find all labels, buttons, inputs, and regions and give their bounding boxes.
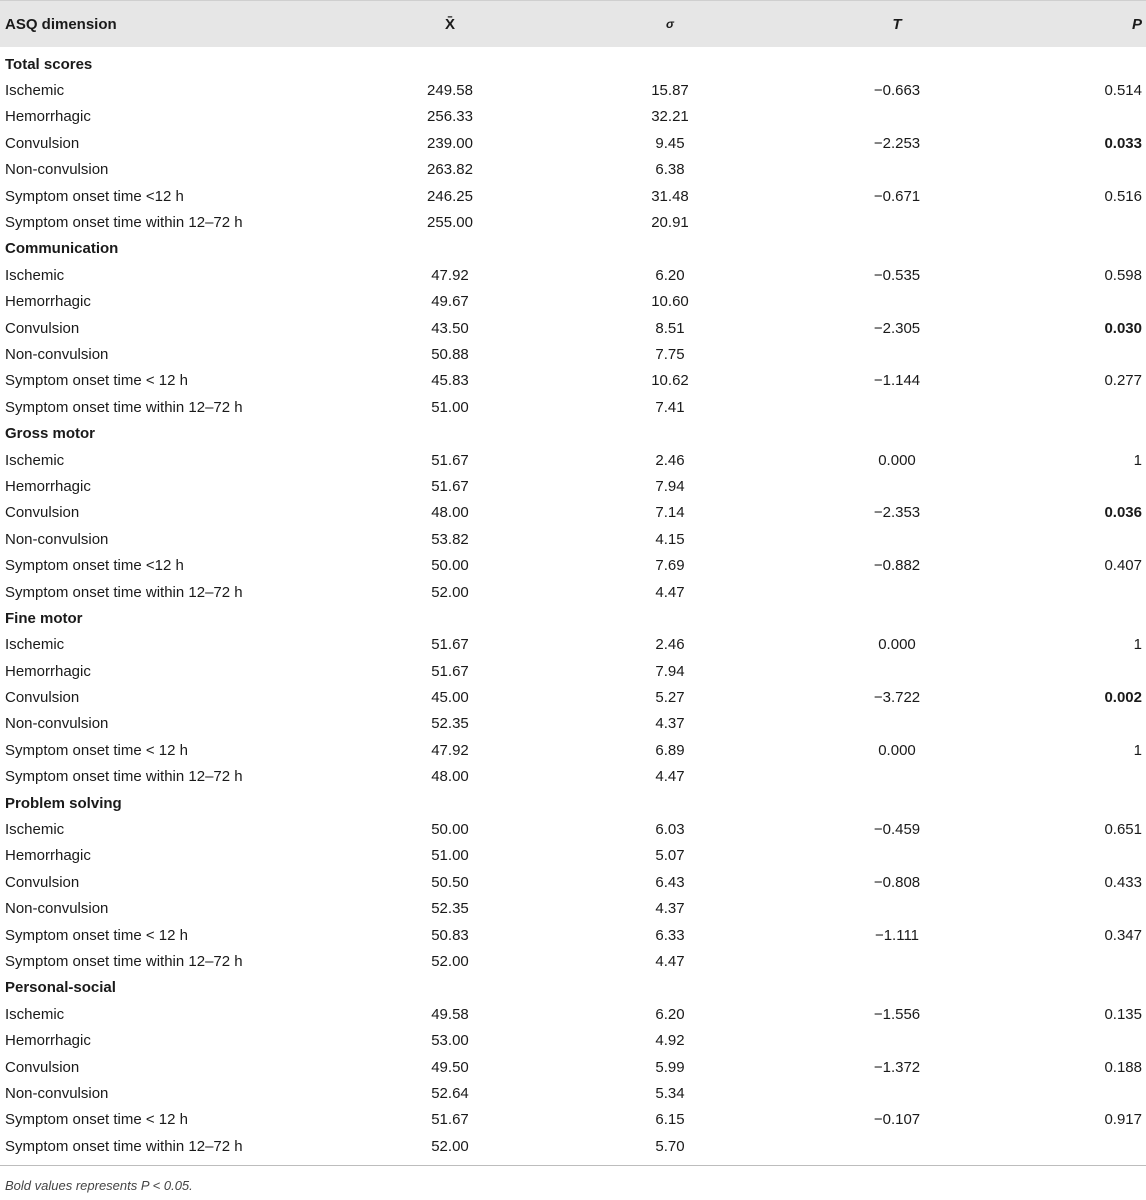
row-label: Hemorrhagic: [5, 477, 91, 495]
cell-t: −1.144: [873, 372, 921, 390]
cell-sd: 5.07: [655, 847, 685, 865]
cell-t: [787, 104, 1007, 130]
cell-sd: 31.48: [651, 187, 689, 205]
table-row: [0, 1080, 1146, 1106]
row-label: Symptom onset time <12 h: [5, 187, 184, 205]
table-row: [0, 764, 1146, 790]
table-row: [0, 922, 1146, 948]
cell-t: −0.535: [873, 266, 921, 284]
table-row: [0, 1054, 1146, 1080]
cell-mean: 51.67: [431, 1111, 469, 1129]
cell-sd: 6.43: [655, 873, 685, 891]
table-row: [0, 816, 1146, 842]
cell-t: [787, 157, 1007, 183]
row-label: Ischemic: [5, 82, 65, 100]
table-row: [0, 500, 1146, 526]
cell-t: −0.663: [873, 82, 921, 100]
cell-t: [787, 289, 1007, 315]
table-row: [0, 315, 1146, 341]
cell-t: 0.000: [878, 636, 916, 654]
cell-t: [787, 579, 1007, 605]
cell-sd: 2.46: [655, 451, 685, 469]
cell-sd: 10.60: [651, 293, 689, 311]
cell-mean: 255.00: [427, 214, 473, 232]
cell-p: 1: [1133, 636, 1142, 654]
cell-t: [787, 1133, 1007, 1159]
cell-mean: 48.00: [431, 504, 469, 522]
cell-mean: 53.82: [431, 530, 469, 548]
cell-sd: 7.75: [655, 345, 685, 363]
cell-t: −0.107: [873, 1111, 921, 1129]
cell-sd: 2.46: [655, 636, 685, 654]
cell-mean: 52.35: [431, 715, 469, 733]
cell-sd: 4.37: [655, 715, 685, 733]
table-row: [0, 579, 1146, 605]
cell-p: 0.135: [1104, 1005, 1142, 1023]
table-row: [0, 447, 1146, 473]
cell-t: [787, 526, 1007, 552]
cell-p: 1: [1133, 451, 1142, 469]
header-t: T: [892, 15, 902, 33]
cell-t: [787, 394, 1007, 420]
cell-mean: 256.33: [427, 108, 473, 126]
table-footnote: Bold values represents P < 0.05.: [5, 1178, 193, 1194]
row-label: Convulsion: [5, 873, 80, 891]
cell-t: [787, 1080, 1007, 1106]
table-row: [0, 262, 1146, 288]
table-row: [0, 896, 1146, 922]
cell-sd: 9.45: [655, 134, 685, 152]
cell-mean: 45.00: [431, 689, 469, 707]
cell-mean: 51.00: [431, 847, 469, 865]
cell-t: −0.671: [873, 187, 921, 205]
cell-t: −1.111: [874, 926, 920, 944]
table-row: [0, 183, 1146, 209]
cell-mean: 52.00: [431, 583, 469, 601]
group-heading-row: [0, 790, 1146, 816]
cell-sd: 15.87: [651, 82, 689, 100]
cell-t: [787, 843, 1007, 869]
group-heading: Communication: [5, 240, 119, 258]
cell-mean: 49.67: [431, 293, 469, 311]
cell-p: 0.651: [1104, 821, 1142, 839]
row-label: Symptom onset time <12 h: [5, 557, 184, 575]
cell-t: [787, 209, 1007, 235]
cell-sd: 5.99: [655, 1058, 685, 1076]
cell-mean: 50.00: [431, 821, 469, 839]
cell-sd: 4.47: [655, 952, 685, 970]
table-row: [0, 711, 1146, 737]
row-label: Symptom onset time within 12–72 h: [5, 214, 243, 232]
cell-p: 0.030: [1104, 319, 1142, 337]
table-row: [0, 1001, 1146, 1027]
cell-mean: 50.88: [431, 345, 469, 363]
cell-mean: 47.92: [431, 266, 469, 284]
cell-mean: 50.83: [431, 926, 469, 944]
row-label: Convulsion: [5, 319, 80, 337]
cell-mean: 53.00: [431, 1032, 469, 1050]
cell-sd: 6.33: [655, 926, 685, 944]
cell-t: −1.556: [873, 1005, 921, 1023]
table-row: [0, 394, 1146, 420]
cell-t: [787, 948, 1007, 974]
table-row: [0, 341, 1146, 367]
row-label: Ischemic: [5, 1005, 65, 1023]
group-heading-row: [0, 975, 1146, 1001]
cell-mean: 239.00: [427, 134, 473, 152]
table-row: [0, 104, 1146, 130]
row-label: Symptom onset time within 12–72 h: [5, 583, 243, 601]
group-heading: Total scores: [5, 55, 93, 73]
cell-mean: 49.50: [431, 1058, 469, 1076]
cell-sd: 5.34: [655, 1084, 685, 1102]
group-heading-row: [0, 420, 1146, 446]
cell-p: 0.598: [1104, 266, 1142, 284]
cell-sd: 4.47: [655, 768, 685, 786]
cell-sd: 7.69: [655, 557, 685, 575]
cell-p: 0.347: [1104, 926, 1142, 944]
cell-sd: 10.62: [651, 372, 689, 390]
table-row: [0, 632, 1146, 658]
cell-p: 0.407: [1104, 557, 1142, 575]
cell-t: −2.305: [873, 319, 921, 337]
table-row: [0, 658, 1146, 684]
cell-mean: 51.67: [431, 451, 469, 469]
cell-mean: 50.00: [431, 557, 469, 575]
group-heading: Problem solving: [5, 794, 122, 812]
row-label: Symptom onset time < 12 h: [5, 372, 189, 390]
table-row: [0, 77, 1146, 103]
table-row: [0, 157, 1146, 183]
cell-sd: 5.70: [655, 1137, 685, 1155]
cell-mean: 49.58: [431, 1005, 469, 1023]
cell-mean: 45.83: [431, 372, 469, 390]
header-sd: σ: [666, 17, 674, 31]
table-row: [0, 526, 1146, 552]
group-heading: Fine motor: [5, 609, 83, 627]
group-heading: Personal-social: [5, 979, 116, 997]
group-heading: Gross motor: [5, 425, 96, 443]
cell-sd: 7.94: [655, 477, 685, 495]
table-row: [0, 209, 1146, 235]
cell-sd: 6.03: [655, 821, 685, 839]
row-label: Convulsion: [5, 504, 80, 522]
row-label: Convulsion: [5, 689, 80, 707]
table-header-row: [0, 0, 1146, 47]
cell-p: 0.036: [1104, 504, 1142, 522]
table-row: [0, 1107, 1146, 1133]
cell-sd: 8.51: [655, 319, 685, 337]
cell-t: [787, 658, 1007, 684]
cell-sd: 4.47: [655, 583, 685, 601]
cell-t: −0.459: [873, 821, 921, 839]
cell-t: −3.722: [873, 689, 921, 707]
cell-t: −1.372: [873, 1058, 921, 1076]
cell-t: [787, 1027, 1007, 1053]
cell-sd: 6.20: [655, 266, 685, 284]
row-label: Symptom onset time < 12 h: [5, 926, 189, 944]
row-label: Convulsion: [5, 134, 80, 152]
cell-sd: 4.37: [655, 900, 685, 918]
table-row: [0, 869, 1146, 895]
table-row: [0, 948, 1146, 974]
cell-t: [787, 764, 1007, 790]
header-p: P: [1131, 15, 1142, 33]
row-label: Hemorrhagic: [5, 108, 91, 126]
cell-mean: 50.50: [431, 873, 469, 891]
table-row: [0, 289, 1146, 315]
cell-t: [787, 896, 1007, 922]
cell-mean: 43.50: [431, 319, 469, 337]
row-label: Non-convulsion: [5, 530, 109, 548]
row-label: Non-convulsion: [5, 345, 109, 363]
row-label: Hemorrhagic: [5, 847, 91, 865]
table-row: [0, 1027, 1146, 1053]
cell-p: 0.002: [1104, 689, 1142, 707]
row-label: Hemorrhagic: [5, 1032, 91, 1050]
cell-sd: 7.94: [655, 662, 685, 680]
cell-t: 0.000: [878, 741, 916, 759]
cell-mean: 246.25: [427, 187, 473, 205]
cell-t: [787, 473, 1007, 499]
row-label: Non-convulsion: [5, 715, 109, 733]
row-label: Ischemic: [5, 266, 65, 284]
cell-p: 1: [1133, 741, 1142, 759]
row-label: Symptom onset time < 12 h: [5, 741, 189, 759]
cell-mean: 51.00: [431, 398, 469, 416]
cell-p: 0.516: [1104, 187, 1142, 205]
cell-p: 0.277: [1104, 372, 1142, 390]
cell-t: [787, 711, 1007, 737]
cell-mean: 51.67: [431, 662, 469, 680]
row-label: Symptom onset time within 12–72 h: [5, 398, 243, 416]
cell-p: 0.433: [1104, 873, 1142, 891]
cell-t: −2.353: [873, 504, 921, 522]
cell-p: 0.917: [1104, 1111, 1142, 1129]
cell-sd: 32.21: [651, 108, 689, 126]
row-label: Non-convulsion: [5, 900, 109, 918]
table-row: [0, 1133, 1146, 1159]
cell-sd: 4.92: [655, 1032, 685, 1050]
cell-sd: 6.89: [655, 741, 685, 759]
table-body: [0, 47, 1146, 1166]
cell-sd: 6.20: [655, 1005, 685, 1023]
cell-p: 0.033: [1104, 134, 1142, 152]
cell-sd: 7.41: [655, 398, 685, 416]
cell-mean: 52.00: [431, 952, 469, 970]
table-row: [0, 843, 1146, 869]
row-label: Symptom onset time within 12–72 h: [5, 1137, 243, 1155]
row-label: Ischemic: [5, 821, 65, 839]
cell-mean: 47.92: [431, 741, 469, 759]
row-label: Symptom onset time < 12 h: [5, 1111, 189, 1129]
header-mean: X̄: [444, 15, 455, 33]
cell-sd: 6.38: [655, 161, 685, 179]
row-label: Hemorrhagic: [5, 293, 91, 311]
cell-sd: 4.15: [655, 530, 685, 548]
row-label: Symptom onset time within 12–72 h: [5, 952, 243, 970]
cell-mean: 51.67: [431, 636, 469, 654]
cell-mean: 249.58: [427, 82, 473, 100]
row-label: Ischemic: [5, 636, 65, 654]
cell-t: −0.808: [873, 873, 921, 891]
row-label: Convulsion: [5, 1058, 80, 1076]
group-heading-row: [0, 236, 1146, 262]
table-row: [0, 552, 1146, 578]
table-row: [0, 368, 1146, 394]
cell-t: 0.000: [878, 451, 916, 469]
row-label: Ischemic: [5, 451, 65, 469]
cell-t: [787, 341, 1007, 367]
table-row: [0, 473, 1146, 499]
header-dimension: ASQ dimension: [5, 15, 117, 33]
cell-t: −2.253: [873, 134, 921, 152]
group-heading-row: [0, 51, 1146, 77]
cell-mean: 52.64: [431, 1084, 469, 1102]
row-label: Hemorrhagic: [5, 662, 91, 680]
cell-t: −0.882: [873, 557, 921, 575]
cell-sd: 20.91: [651, 214, 689, 232]
cell-mean: 263.82: [427, 161, 473, 179]
cell-mean: 52.00: [431, 1137, 469, 1155]
cell-mean: 52.35: [431, 900, 469, 918]
cell-sd: 5.27: [655, 689, 685, 707]
cell-p: 0.188: [1104, 1058, 1142, 1076]
row-label: Non-convulsion: [5, 161, 109, 179]
cell-mean: 48.00: [431, 768, 469, 786]
table-row: [0, 684, 1146, 710]
cell-p: 0.514: [1104, 82, 1142, 100]
row-label: Non-convulsion: [5, 1084, 109, 1102]
table-row: [0, 130, 1146, 156]
row-label: Symptom onset time within 12–72 h: [5, 768, 243, 786]
cell-sd: 7.14: [655, 504, 685, 522]
cell-mean: 51.67: [431, 477, 469, 495]
cell-sd: 6.15: [655, 1111, 685, 1129]
group-heading-row: [0, 605, 1146, 631]
table-row: [0, 737, 1146, 763]
